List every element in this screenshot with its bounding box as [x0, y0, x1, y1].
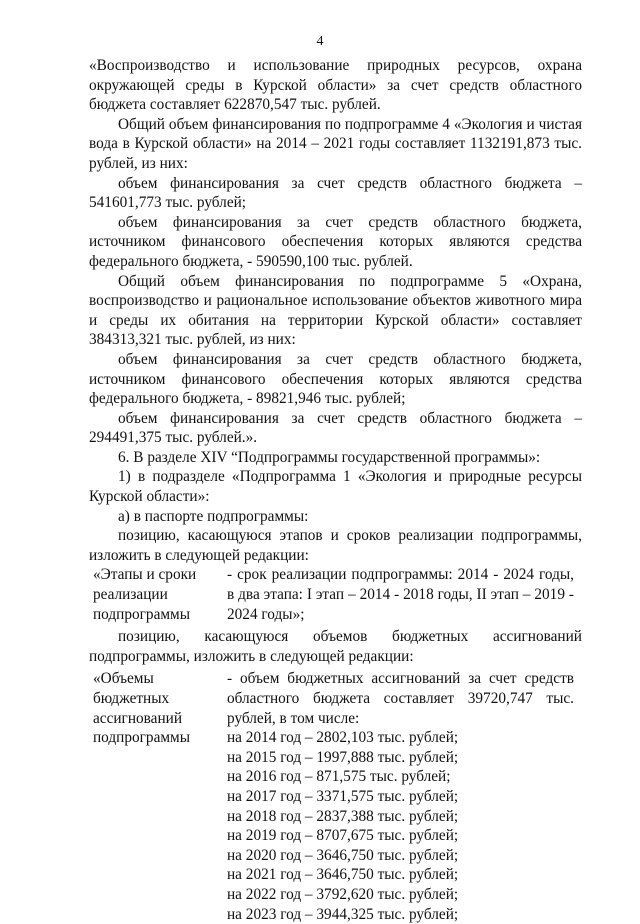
paragraph-subsection-1: 1) в подразделе «Подпрограмма 1 «Экология и природные ресурсы Курской области»: — [89, 468, 582, 506]
paragraph-subprogram3-total: «Воспроизводство и использование природных ресурсов, охрана окружающей среды в Курской области» за счет средств областного бюджета составляет 622870,547 тыс. рублей. — [89, 57, 582, 114]
paragraph-subprogram4-total: Общий объем финансирования по подпрограмме 4 «Экология и чистая вода в Курской области» на 2014 – 2021 годы составляет 1132191,873 тыс. рублей, из них: — [89, 115, 582, 172]
page-number: 4 — [316, 34, 324, 49]
paragraph-stages-position: позицию, касающуюся этапов и сроков реализации подпрограммы, изложить в следующей редакции: — [89, 527, 582, 564]
budget-block — [89, 669, 582, 924]
budget-year-line: на 2018 год – 2837,388 тыс. рублей; — [227, 807, 459, 825]
budget-year-line: на 2014 год – 2802,103 тыс. рублей; — [227, 729, 459, 747]
paragraph-subprogram4-federal: объем финансирования за счет средств областного бюджета, источником финансового обеспечения которых являются средства федерального бюджета, - 590590,100 тыс. рублей. — [89, 213, 582, 270]
budget-year-line: на 2017 год – 3371,575 тыс. рублей; — [227, 787, 459, 805]
paragraph-budget-position: позицию, касающуюся объемов бюджетных ассигнований подпрограммы, изложить в следующей редакции: — [89, 628, 582, 665]
paragraph-subprogram5-regional: объем финансирования за счет средств областного бюджета – 294491,375 тыс. рублей.». — [89, 409, 582, 447]
budget-year-line: на 2023 год – 3944,325 тыс. рублей; — [227, 905, 459, 923]
paragraph-subprogram5-total: Общий объем финансирования по подпрограмме 5 «Охрана, воспроизводство и рациональное использование объектов животного мира и среды их обитания на территории Курской области» составляет 384313,321 тыс. рублей, из них: — [89, 272, 582, 349]
budget-label: «Объемы бюджетных ассигнований подпрограммы — [93, 670, 191, 747]
budget-year-line: на 2022 год – 3792,620 тыс. рублей; — [227, 885, 459, 903]
paragraph-subprogram4-regional: объем финансирования за счет средств областного бюджета – 541601,773 тыс. рублей; — [89, 174, 582, 212]
document-body — [89, 56, 582, 924]
stages-block — [89, 565, 582, 624]
stages-label: «Этапы и сроки реализации подпрограммы — [93, 566, 197, 623]
paragraph-section-xiv: 6. В разделе XIV “Подпрограммы государственной программы»: — [118, 448, 541, 466]
paragraph-passport: а) в паспорте подпрограммы: — [118, 507, 309, 525]
budget-year-line: на 2016 год – 871,575 тыс. рублей; — [227, 768, 451, 786]
budget-intro: - объем бюджетных ассигнований за счет средств областного бюджета составляет 39720,747 тыс. рублей, в том числе: — [227, 670, 574, 727]
budget-year-line: на 2020 год – 3646,750 тыс. рублей; — [227, 846, 459, 864]
budget-year-line: на 2015 год – 1997,888 тыс. рублей; — [227, 748, 459, 766]
stages-value: - срок реализации подпрограммы: 2014 - 2024 годы, в два этапа: I этап – 2014 - 2018 годы, II этап – 2019 - 2024 годы»; — [227, 566, 574, 623]
budget-year-line: на 2021 год – 3646,750 тыс. рублей; — [227, 866, 459, 884]
budget-year-line: на 2019 год – 8707,675 тыс. рублей; — [227, 827, 459, 845]
paragraph-subprogram5-federal: объем финансирования за счет средств областного бюджета, источником финансового обеспечения которых являются средства федерального бюджета, - 89821,946 тыс. рублей; — [89, 350, 582, 408]
